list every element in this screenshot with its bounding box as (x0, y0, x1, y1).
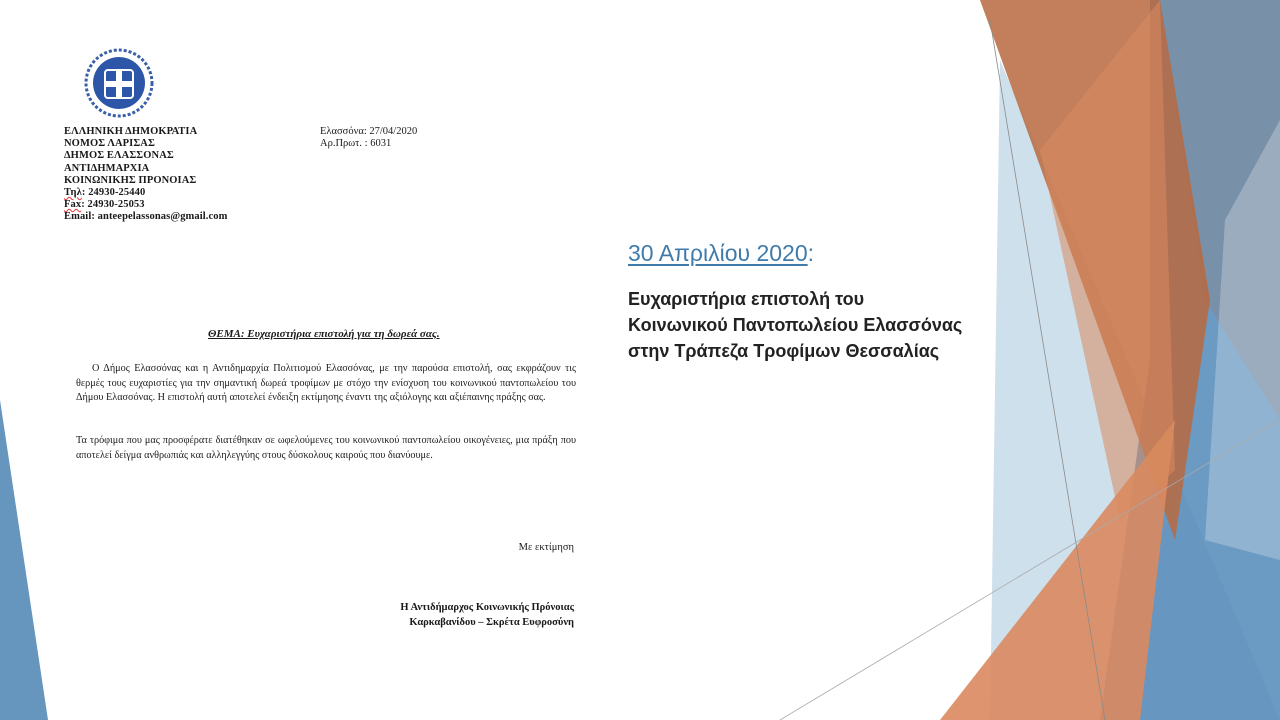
letter-header-right (320, 126, 417, 150)
email-line: Email: anteepelassonas@gmail.com (64, 211, 228, 223)
fax-value: : 24930-25053 (81, 199, 145, 211)
fax-label: Fax (64, 199, 82, 211)
tel-value: : 24930-25440 (81, 187, 146, 199)
date-title-text: 30 Απριλίου 2020 (628, 240, 808, 266)
signer-title: Η Αντιδήμαρχος Κοινωνικής Πρόνοιας (400, 602, 574, 613)
letter-paragraph-2: Τα τρόφιμα που μας προσφέρατε διατέθηκαν σε ωφελούμενες του κοινωνικού παντοπωλείου οικογένειες, μια πράξη που αποτελεί δείγμα ανθρωπιάς και αλληλεγγύης στους δύσκολους καιρούς που διανύουμε. (76, 435, 576, 461)
org-line: ΝΟΜΟΣ ΛΑΡΙΣΑΣ (64, 138, 155, 150)
description-line: Κοινωνικού Παντοπωλείου Ελασσόνας (628, 315, 963, 335)
slide-date-title (628, 240, 814, 267)
description-line: Ευχαριστήρια επιστολή του (628, 289, 865, 309)
org-line: ΚΟΙΝΩΝΙΚΗΣ ΠΡΟΝΟΙΑΣ (64, 174, 197, 186)
letter-closing: Με εκτίμηση (518, 542, 574, 553)
protocol-number: Αρ.Πρωτ. : 6031 (320, 138, 392, 150)
fax-line (64, 199, 227, 211)
signer-name: Καρκαβανίδου – Σκρέτα Ευφροσύνη (409, 617, 574, 628)
letter-subject: ΘΕΜΑ: Ευχαριστήρια επιστολή για τη δωρεά σας. (208, 328, 440, 340)
org-line: ΕΛΛΗΝΙΚΗ ΔΗΜΟΚΡΑΤΙΑ (64, 126, 198, 137)
date-title-colon: : (807, 240, 815, 266)
place-date: Ελασσόνα: 27/04/2020 (320, 126, 418, 137)
letter-signature (400, 600, 574, 630)
tel-label: Τηλ (64, 187, 82, 199)
org-line: ΔΗΜΟΣ ΕΛΑΣΣΟΝΑΣ (64, 150, 174, 162)
tel-line (64, 187, 227, 199)
description-line: στην Τράπεζα Τροφίμων Θεσσαλίας (628, 341, 940, 361)
left-corner-shape (0, 400, 48, 720)
letter-document (60, 40, 590, 640)
letter-header-left (64, 126, 227, 224)
slide-description (628, 286, 1028, 364)
letter-paragraph-1: Ο Δήμος Ελασσόνας και η Αντιδημαρχία Πολιτισμού Ελασσόνας, με την παρούσα επιστολή, σας εκφράζουν τις θερμές τους ευχαριστίες για την σημαντική δωρεά τροφίμων με στόχο την ενίσχυση του κοινωνικού παντοπωλείου του Δήμου Ελασσόνας. Η επιστολή αυτή αποτελεί ένδειξη εκτίμησης έναντι της αξιόλογης και αξιέπαινης πράξης σας. (76, 363, 576, 403)
org-line: ΑΝΤΙΔΗΜΑΡΧΙΑ (64, 162, 150, 174)
greek-coat-of-arms-icon (84, 48, 154, 118)
